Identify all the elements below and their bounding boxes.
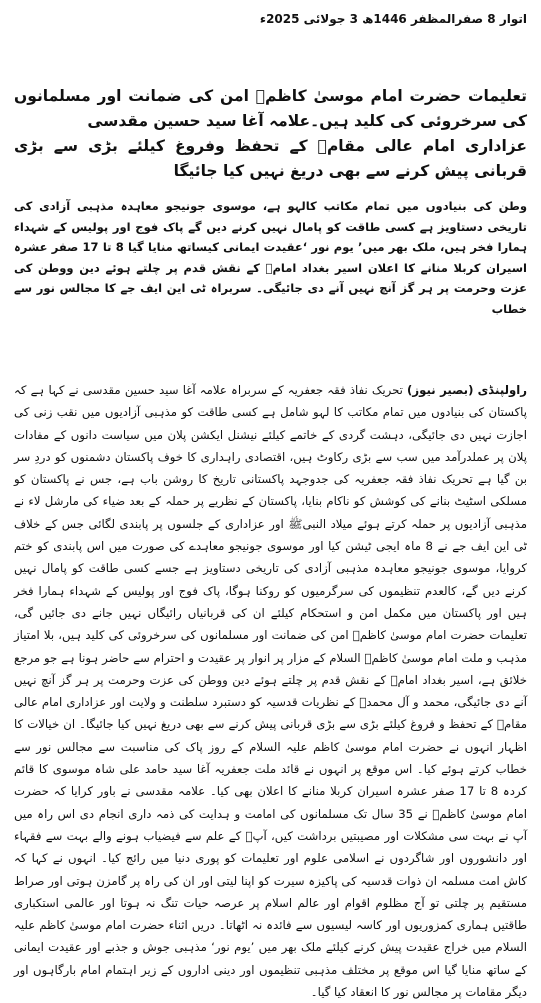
dateline: اتوار 8 صفرالمظفر 1446ھ 3 جولائی 2025ء <box>259 12 527 26</box>
article-body <box>14 379 527 1003</box>
article-paragraph <box>14 379 527 1003</box>
article-text: تحریک نفاذ فقہ جعفریہ کے سربراہ علامہ آغا سید حسین مقدسی نے کہا ہے کہ پاکستان کی بنیادوں میں تمام مکاتب کا لہو شامل ہے کسی طاقت کو مذہبی آزادیوں میں نقب زنی کی اجازت نہیں دی جائیگی، دہشت گردی کے خاتمے کیلئے نیشنل ایکشن پلان میں سیاست دانوں کے مفادات پلان پر عملدرآمد میں سب سے بڑی رکاوٹ ہیں، اقتصادی راہداری کا خوف پاکستان دشمنوں کو دردِ سر بن گیا ہے تحریک نفاذ فقہ جعفریہ کی جدوجہد پاکستانی تاریخ کا روشن باب ہے، جس نے پاکستان کو مسلکی اسٹیٹ بنانے کی کوشش کو ناکام بنایا، پاکستان کے نظریے پر حملہ کے بعد ضیاء کی مارشل لاء نے مذہبی آزادیوں پر حملہ کرتے ہوئے میلاد النبیﷺ اور عزاداری کے جلسوں پر پابندی لگائی جس کے خلاف ٹی این ایف جے نے 8 ماہ ایجی ٹیشن کیا اور موسوی جونیجو معاہدے کی صورت میں اس پابندی کو ختم کروایا، موسوی جونیجو معاہدہ مذہبی آزادی کی تاریخی دستاویز ہے جسے کسی طاقت کو پامال نہیں کرنے دیں گے، کالعدم تنظیموں کی سرگرمیوں کو روکنا ہوگا، پاک فوج اور پولیس کے شہداء ہمارا فخر ہیں اور پاکستان میں مکمل امن و استحکام کیلئے ان کی قربانیاں رائیگاں نہیں جانے دی جائیں گی، تعلیمات حضرت امام موسیٰ کاظمؑ امن کی ضمانت اور مسلمانوں کی سرخروئی کی کلید ہیں، بلا امتیاز مذہب و ملت امام موسیٰ کاظمؑ السلام کے مزار پر انوار پر عقیدت و احترام سے حاضر ہونا ہے جو مرجع خلائق ہے، اسیر بغداد امامؑ کے نقش قدم پر چلتے ہوئے دین ووطن کی عزت وحرمت پر ہر گز آنچ نہیں آنے دی جائیگی، محمد و آل محمدؐ کے نظریات قدسیہ کو دستبرد سلطنت و ولایت اور عزاداری امام عالی مقامؑ کے تحفظ و فروغ کیلئے بڑی سے بڑی قربانی پیش کرنے سے بھی دریغ نہیں کیا جائیگا۔ ان خیالات کا اظہار انہوں نے حضرت امام موسیٰ کاظم علیہ السلام کے روز پاک کی مناسبت سے مجالس نور سے خطاب کرتے ہوئے کیا۔ اس موقع پر انہوں نے قائد ملت جعفریہ آغا سید حامد علی شاہ موسوی کا قائم کردہ 8 تا 17 صفر عشرہ اسیران کربلا منانے کا اعلان بھی کیا۔ علامہ مقدسی نے باور کرایا کہ حضرت امام موسیٰ کاظمؑ نے 35 سال تک مسلمانوں کی امامت و ہدایت کی ذمہ داری انجام دی اس راہ میں آپ نے بہت سی مشکلات اور مصیبتیں برداشت کیں، آپؑ کے علم سے فیضیاب ہونے والے بہت سے فقہاء اور دانشوروں اور شاگردوں نے اسلامی علوم اور تعلیمات کو پوری دنیا میں رائج کیا۔ انہوں نے کہا کہ کاش امت مسلمہ ان ذوات قدسیہ کی پاکیزہ سیرت کو اپنا لیتی اور ان کی راہ پر گامزن ہوتی اور صراط مستقیم پر چلتی تو آج مظلوم اقوام اور عالم اسلام پر عرصہ حیات تنگ نہ ہوتا اور عالمی استکباری طاقتیں ہماری کمزوریوں اور کاسہ لیسیوں سے فائدہ نہ اٹھاتا۔ دریں اثناء حضرت امام موسیٰ کاظم علیہ السلام میں خراج عقیدت پیش کرنے کیلئے ملک بھر میں ’یوم نور‘ مذہبی جوش و جذبے اور عقیدت ایمانی کے ساتھ منایا گیا اس موقع پر مختلف مذہبی تنظیموں اور دینی اداروں کے زیر اہتمام امام بارگاہوں اور دیگر مقامات پر مجالس نور کا انعقاد کیا گیا۔ <box>14 383 528 1000</box>
headline-line-1: تعلیمات حضرت امام موسیٰ کاظمؑ امن کی ضمانت اور مسلمانوں کی سرخروئی کی کلید ہیں۔علامہ آغا سید حسین مقدسی <box>14 87 527 130</box>
lead-summary: وطن کی بنیادوں میں تمام مکاتب کالہو ہے، موسوی جونیجو معاہدہ مذہبی آزادی کی تاریخی دستاویز ہے کسی طاقت کو پامال نہیں کرنے دیں گے پاک فوج اور پولیس کے شہداء ہمارا فخر ہیں، ملک بھر میں’ یوم نور ‘عقیدت ایمانی کیساتھ منایا گیا 8 تا 17 صفر عشرہ اسیران کربلا منانے کا اعلان اسیر بغداد امامؑ کے نقش قدم پر چلتے ہوئے دین ووطن کی عزت وحرمت پر ہر گز آنچ نہیں آنے دی جائیگی۔ سربراہ ٹی این ایف جے کا مجالس نور سے خطاب <box>14 199 527 316</box>
article-place: راولپنڈی <box>477 383 527 397</box>
headline-block <box>14 84 527 184</box>
lead-block <box>14 196 527 319</box>
headline-line-2: عزاداری امام عالی مقامؑ کے تحفظ وفروغ کیلئے بڑی سے بڑی قربانی پیش کرنے سے بھی دریغ نہیں کیا جائیگا <box>14 137 527 180</box>
article-agency: (بصیر نیوز) <box>407 383 474 397</box>
